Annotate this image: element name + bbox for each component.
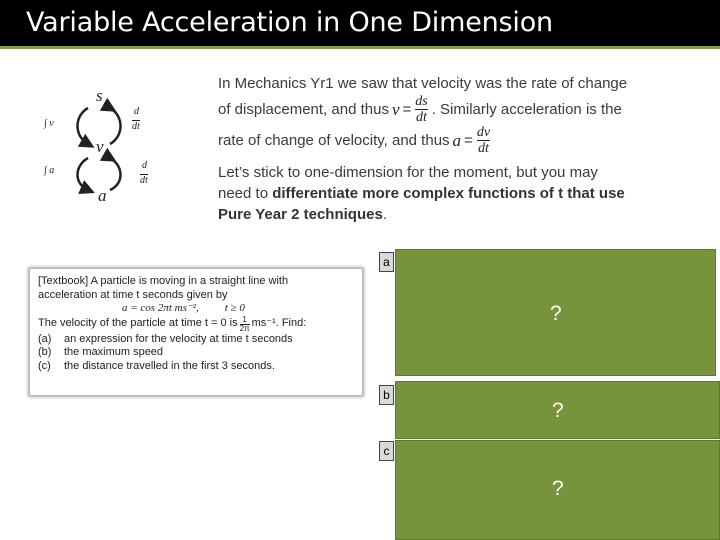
derivative-arrow-top	[110, 108, 121, 144]
integral-v-label: ∫ v	[44, 118, 54, 129]
s-label: s	[96, 86, 103, 105]
textbook-line-1: [Textbook] A particle is moving in a straight line with	[38, 275, 289, 287]
intro-text	[218, 73, 708, 225]
answer-c-reveal[interactable]: ?	[552, 477, 564, 500]
textbook-item: (b) the maximum speed	[38, 346, 164, 358]
answer-box-b[interactable]	[395, 381, 720, 439]
part-a-tag: a	[379, 252, 394, 272]
part-b-tag: b	[379, 385, 394, 405]
answer-box-c[interactable]	[395, 440, 720, 540]
intro-line-1: In Mechanics Yr1 we saw that velocity was the rate of change	[218, 75, 628, 92]
slide-title: Variable Acceleration in One Dimension	[26, 7, 553, 38]
intro-line-4: Let’s stick to one-dimension for the moment, but you may	[218, 164, 598, 181]
textbook-item: (c) the distance travelled in the first 3 seconds.	[38, 359, 275, 372]
dv-dt-fraction: $\frac{dv}{dt}$	[476, 125, 491, 156]
textbook-line-4: The velocity of the particle at time t = 0 is 1 2π ms⁻¹. Find:	[38, 314, 307, 333]
answer-a-reveal[interactable]: ?	[550, 302, 562, 325]
derivative-bottom-d: d	[142, 160, 147, 171]
intro-line-6: Pure Year 2 techniques .	[218, 206, 387, 223]
intro-line-2: of displacement, and thus v = $\frac{ds}{dt}$ . Similarly acceleration is the	[218, 94, 622, 125]
intro-line-5: need to differentiate more complex functions of t that use	[218, 185, 625, 202]
answer-box-a[interactable]	[395, 249, 716, 376]
integral-arrow-top	[78, 108, 89, 144]
derivative-bottom-dt: dt	[140, 175, 148, 186]
part-c-tag: c	[379, 441, 394, 461]
derivative-top-dt: dt	[132, 121, 140, 132]
textbook-question	[30, 269, 362, 395]
intro-line-3: rate of change of velocity, and thus a = $\frac{dv}{dt}$	[218, 125, 491, 156]
title-bar	[0, 0, 720, 46]
textbook-line-3: a = cos 2πt ms⁻², t ≥ 0	[122, 302, 245, 314]
integral-a-label: ∫ a	[44, 165, 55, 176]
a-label: a	[98, 186, 107, 205]
textbook-item: (a) an expression for the velocity at time t seconds	[38, 332, 293, 345]
ds-dt-fraction: $\frac{ds}{dt}$	[415, 94, 428, 125]
textbook-line-2: acceleration at time t seconds given by	[38, 288, 228, 301]
title-accent-rule	[0, 46, 720, 49]
initial-velocity-fraction: 1 2π	[239, 314, 250, 333]
integral-arrow-bottom	[78, 158, 89, 190]
sva-diagram	[30, 80, 170, 210]
v-label: v	[96, 137, 104, 156]
derivative-arrow-bottom	[110, 158, 121, 190]
answer-b-reveal[interactable]: ?	[552, 399, 564, 422]
derivative-top-d: d	[134, 106, 139, 117]
